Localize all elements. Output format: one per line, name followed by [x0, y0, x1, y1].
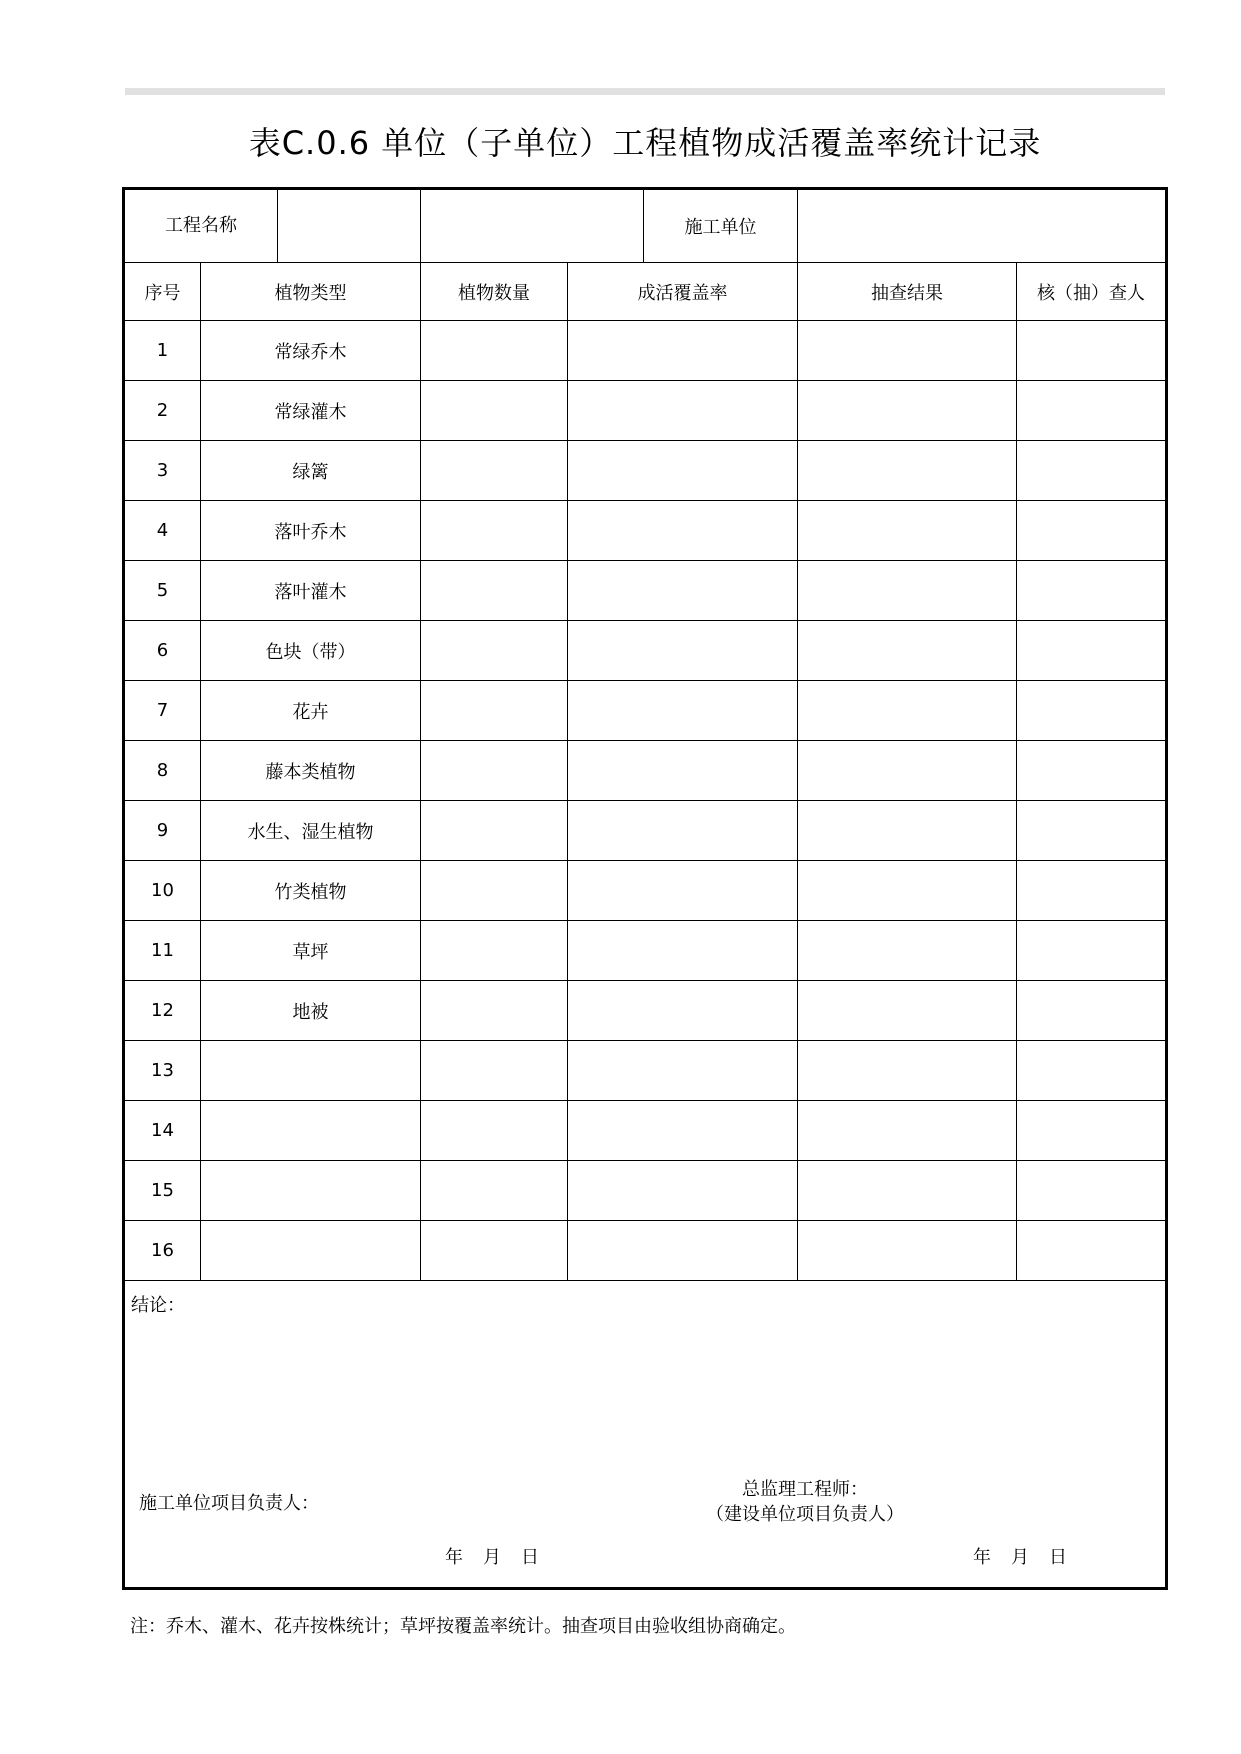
conclusion-cell[interactable]	[124, 1281, 1167, 1589]
plant-type	[201, 1221, 421, 1281]
row-number: 7	[124, 681, 201, 741]
table-row	[124, 981, 1167, 1041]
plant-quantity-cell[interactable]	[421, 1101, 568, 1161]
row-number: 1	[124, 321, 201, 381]
footnote: 注：乔木、灌木、花卉按株统计；草坪按覆盖率统计。抽查项目由验收组协商确定。	[130, 1616, 796, 1637]
construction-manager-signature-label: 施工单位项目负责人：	[139, 1493, 319, 1514]
construction-unit-value[interactable]	[798, 189, 1167, 263]
inspector-cell[interactable]	[1017, 801, 1167, 861]
inspector-cell[interactable]	[1017, 561, 1167, 621]
table-row	[124, 381, 1167, 441]
inspector-cell[interactable]	[1017, 441, 1167, 501]
row-number: 15	[124, 1161, 201, 1221]
row-number: 12	[124, 981, 201, 1041]
header-row	[124, 189, 1167, 263]
date-left: 年 月 日	[445, 1547, 540, 1568]
table-row	[124, 321, 1167, 381]
plant-type: 地被	[201, 981, 421, 1041]
row-number: 6	[124, 621, 201, 681]
plant-type: 色块（带）	[201, 621, 421, 681]
inspector-cell[interactable]	[1017, 321, 1167, 381]
plant-quantity-cell[interactable]	[421, 1221, 568, 1281]
plant-type: 水生、湿生植物	[201, 801, 421, 861]
date-right: 年 月 日	[973, 1547, 1068, 1568]
survival-rate-cell[interactable]	[568, 981, 798, 1041]
plant-quantity-cell[interactable]	[421, 981, 568, 1041]
survival-rate-cell[interactable]	[568, 1161, 798, 1221]
row-number: 3	[124, 441, 201, 501]
construction-unit-label: 施工单位	[644, 189, 798, 263]
col-header-quantity: 植物数量	[421, 263, 568, 321]
check-result-cell[interactable]	[798, 921, 1017, 981]
check-result-cell[interactable]	[798, 381, 1017, 441]
check-result-cell[interactable]	[798, 741, 1017, 801]
owner-manager-label: （建设单位项目负责人）	[706, 1504, 904, 1525]
table-row	[124, 1101, 1167, 1161]
check-result-cell[interactable]	[798, 981, 1017, 1041]
survival-rate-cell[interactable]	[568, 501, 798, 561]
column-header-row	[124, 263, 1167, 321]
plant-quantity-cell[interactable]	[421, 741, 568, 801]
plant-type: 花卉	[201, 681, 421, 741]
row-number: 2	[124, 381, 201, 441]
check-result-cell[interactable]	[798, 321, 1017, 381]
inspector-cell[interactable]	[1017, 1221, 1167, 1281]
row-number: 14	[124, 1101, 201, 1161]
check-result-cell[interactable]	[798, 801, 1017, 861]
survival-rate-cell[interactable]	[568, 1101, 798, 1161]
plant-quantity-cell[interactable]	[421, 681, 568, 741]
survival-rate-cell[interactable]	[568, 681, 798, 741]
project-name-label: 工程名称	[125, 190, 278, 262]
survival-rate-cell[interactable]	[568, 321, 798, 381]
row-number: 9	[124, 801, 201, 861]
row-number: 13	[124, 1041, 201, 1101]
plant-quantity-cell[interactable]	[421, 861, 568, 921]
col-header-survival-rate: 成活覆盖率	[568, 263, 798, 321]
top-divider-bar	[125, 88, 1165, 95]
survival-rate-cell[interactable]	[568, 801, 798, 861]
plant-type: 绿篱	[201, 441, 421, 501]
statistics-table	[122, 187, 1168, 1590]
conclusion-label: 结论：	[131, 1295, 185, 1316]
check-result-cell[interactable]	[798, 1101, 1017, 1161]
plant-type: 落叶乔木	[201, 501, 421, 561]
col-header-inspector: 核（抽）查人	[1017, 263, 1167, 321]
check-result-cell[interactable]	[798, 1161, 1017, 1221]
plant-quantity-cell[interactable]	[421, 1161, 568, 1221]
plant-quantity-cell[interactable]	[421, 921, 568, 981]
inspector-cell[interactable]	[1017, 1041, 1167, 1101]
conclusion-row	[124, 1281, 1167, 1589]
plant-quantity-cell[interactable]	[421, 381, 568, 441]
inspector-cell[interactable]	[1017, 681, 1167, 741]
inspector-cell[interactable]	[1017, 741, 1167, 801]
row-number: 4	[124, 501, 201, 561]
col-header-no: 序号	[124, 263, 201, 321]
table-row	[124, 741, 1167, 801]
project-name-value[interactable]	[278, 190, 420, 262]
plant-quantity-cell[interactable]	[421, 561, 568, 621]
col-header-check-result: 抽查结果	[798, 263, 1017, 321]
table-row	[124, 1041, 1167, 1101]
plant-type: 藤本类植物	[201, 741, 421, 801]
inspector-cell[interactable]	[1017, 861, 1167, 921]
chief-supervisor-label: 总监理工程师：	[742, 1479, 868, 1500]
check-result-cell[interactable]	[798, 861, 1017, 921]
survival-rate-cell[interactable]	[568, 741, 798, 801]
row-number: 10	[124, 861, 201, 921]
col-header-type: 植物类型	[201, 263, 421, 321]
table-row	[124, 441, 1167, 501]
inspector-cell[interactable]	[1017, 1161, 1167, 1221]
check-result-cell[interactable]	[798, 441, 1017, 501]
table-row	[124, 501, 1167, 561]
page-title: 表C.0.6 单位（子单位）工程植物成活覆盖率统计记录	[248, 124, 1042, 162]
survival-rate-cell[interactable]	[568, 441, 798, 501]
table-row	[124, 1221, 1167, 1281]
survival-rate-cell[interactable]	[568, 561, 798, 621]
row-number: 5	[124, 561, 201, 621]
inspector-cell[interactable]	[1017, 981, 1167, 1041]
inspector-cell[interactable]	[1017, 621, 1167, 681]
row-number: 16	[124, 1221, 201, 1281]
check-result-cell[interactable]	[798, 1221, 1017, 1281]
table-row	[124, 681, 1167, 741]
inspector-cell[interactable]	[1017, 381, 1167, 441]
plant-type	[201, 1161, 421, 1221]
table-row	[124, 1161, 1167, 1221]
survival-rate-cell[interactable]	[568, 381, 798, 441]
plant-type	[201, 1041, 421, 1101]
plant-quantity-cell[interactable]	[421, 501, 568, 561]
plant-quantity-cell[interactable]	[421, 621, 568, 681]
table-row	[124, 801, 1167, 861]
table-row	[124, 621, 1167, 681]
plant-type: 落叶灌木	[201, 561, 421, 621]
plant-type: 常绿乔木	[201, 321, 421, 381]
survival-rate-cell[interactable]	[568, 1221, 798, 1281]
row-number: 11	[124, 921, 201, 981]
chief-supervisor-signature-label	[645, 1477, 965, 1527]
inspector-cell[interactable]	[1017, 1101, 1167, 1161]
project-name-value-cell[interactable]	[421, 189, 644, 263]
plant-quantity-cell[interactable]	[421, 1041, 568, 1101]
check-result-cell[interactable]	[798, 501, 1017, 561]
plant-type: 草坪	[201, 921, 421, 981]
survival-rate-cell[interactable]	[568, 621, 798, 681]
survival-rate-cell[interactable]	[568, 1041, 798, 1101]
survival-rate-cell[interactable]	[568, 861, 798, 921]
survival-rate-cell[interactable]	[568, 921, 798, 981]
table-row	[124, 561, 1167, 621]
check-result-cell[interactable]	[798, 681, 1017, 741]
table-row	[124, 921, 1167, 981]
inspector-cell[interactable]	[1017, 921, 1167, 981]
inspector-cell[interactable]	[1017, 501, 1167, 561]
check-result-cell[interactable]	[798, 621, 1017, 681]
check-result-cell[interactable]	[798, 561, 1017, 621]
row-number: 8	[124, 741, 201, 801]
plant-type	[201, 1101, 421, 1161]
plant-quantity-cell[interactable]	[421, 321, 568, 381]
plant-type: 常绿灌木	[201, 381, 421, 441]
plant-quantity-cell[interactable]	[421, 801, 568, 861]
plant-quantity-cell[interactable]	[421, 441, 568, 501]
table-row	[124, 861, 1167, 921]
check-result-cell[interactable]	[798, 1041, 1017, 1101]
plant-type: 竹类植物	[201, 861, 421, 921]
